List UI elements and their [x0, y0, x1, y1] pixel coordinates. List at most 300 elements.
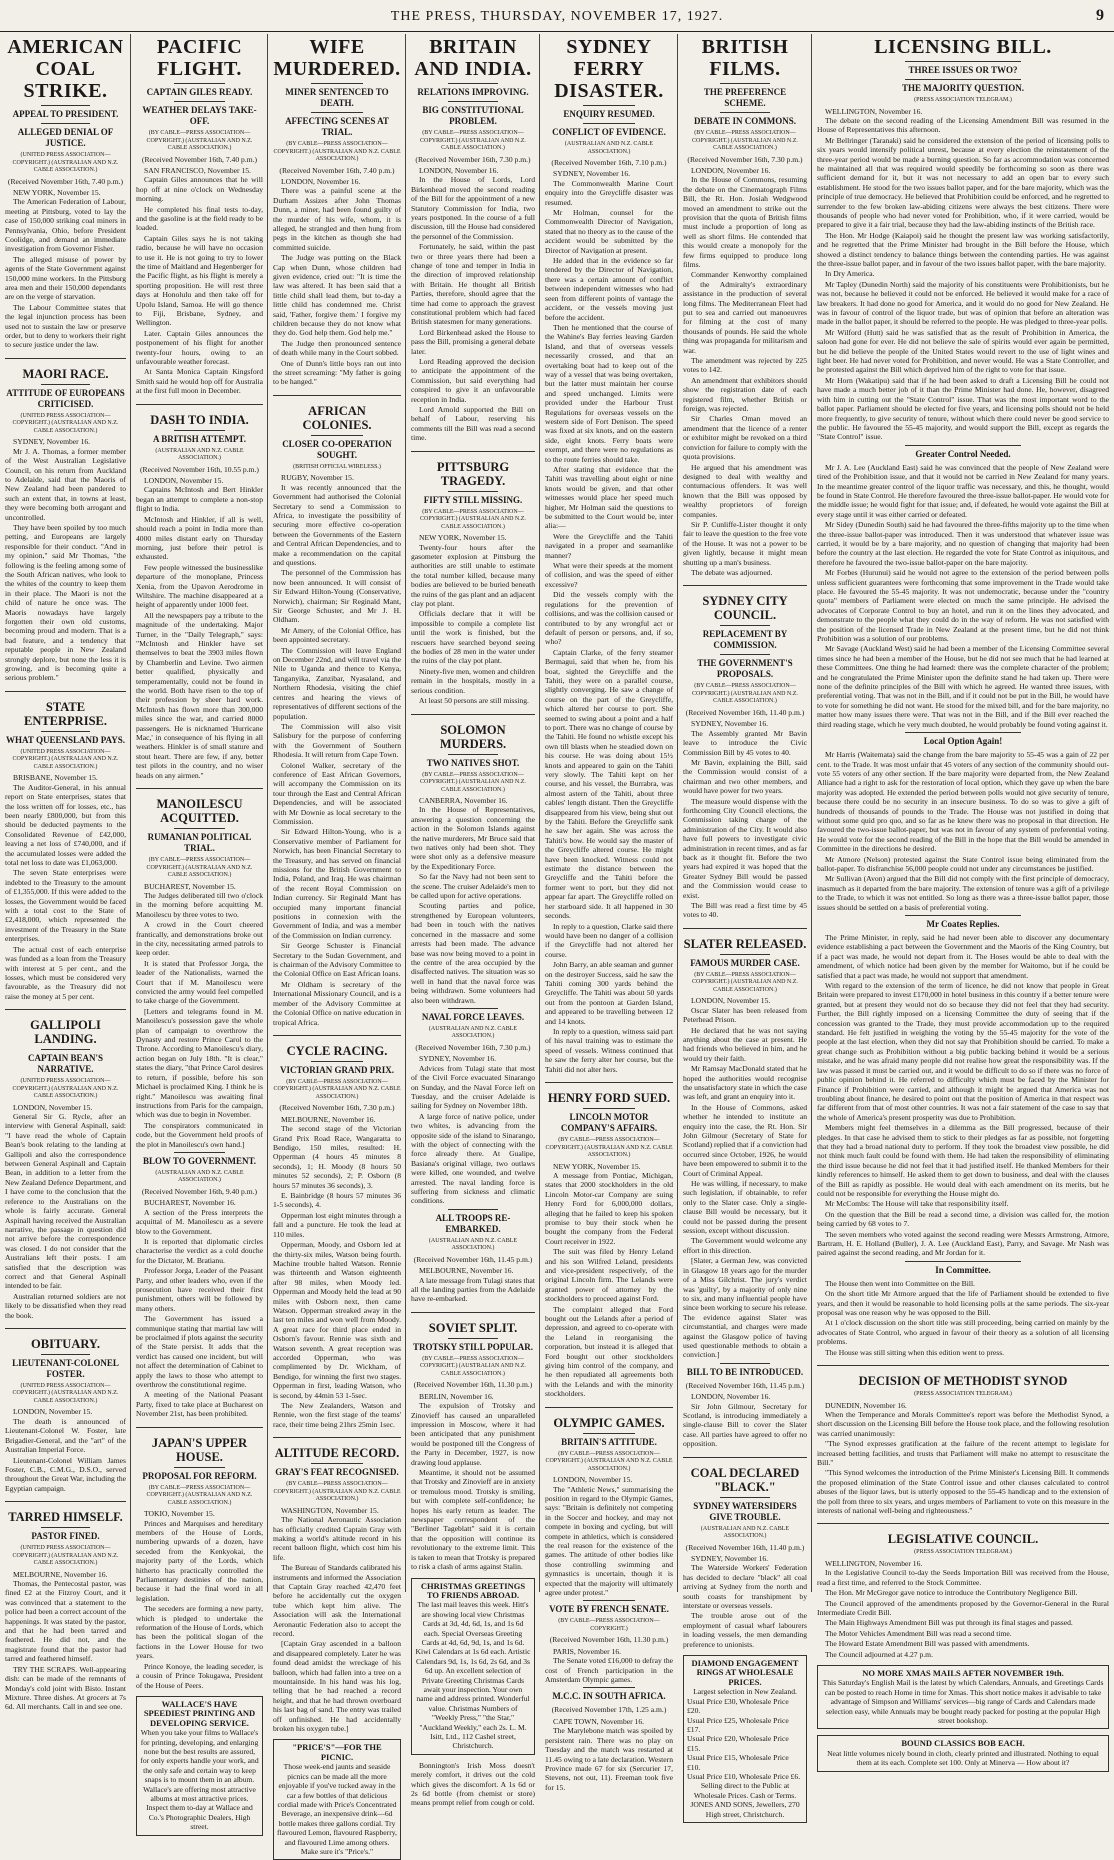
article-paragraph: The death is announced of Lieutenant-Colonel W. Foster, late Brigadier-General, and the "art" of the Australian Imperial Force.	[5, 1416, 126, 1455]
article-divider	[683, 585, 807, 586]
article-paragraph: The American Federation of Labour, meeting at Pittsburg, voted to lay the case of 150,000 striking coal miners in Pennsylvania, Ohio, before President Coolidge, and demand an immediate investigation from Governor Fisher.	[5, 197, 126, 254]
article-paragraph: Oscar Slater has been released from Peterhead Prison.	[683, 1005, 807, 1025]
article-deck: WHAT QUEENSLAND PAYS.	[6, 734, 125, 745]
article-paragraph: Sir P. Cunliffe-Lister thought it only fair to leave the question to the free vote of the House. It was not a power to be given lightly, because it might mean shutting up a man's business.	[683, 519, 807, 567]
article-paragraph: McIntosh and Hinkler, if all is well, should reach a point in India more than 4000 miles distant early on Thursday morning, just before their petrol is exhausted.	[136, 514, 263, 562]
article	[817, 1523, 1109, 1659]
received-line: (Received November 16th, 11.30 p.m.)	[549, 1635, 669, 1645]
article-deck: Mr Coates Replies.	[926, 919, 1000, 929]
article-divider	[683, 1457, 807, 1458]
article-paragraph: The "Athletic News," summarising the position in regard to the Olympic Games, says: "Britain is definitely not competing in the Soccer and hockey, and may not compete in boxing and cycling, but will compete in athletics, which is considered the real reason for the existence of the games. The attitude of other bodies like those controlling swimming and gymnastics is uncertain, though it is expected that the majority will ultimately agree under protest."	[545, 1484, 673, 1598]
article-paragraph: "The Synod expresses gratification at the failure of the recent attempt to legislate for increased betting facilities, and trusts that Parliament will make no attempt to resuscitate the Bill."	[817, 1439, 1109, 1467]
article-headline: CYCLE RACING.	[286, 1043, 388, 1058]
agency-credit: (BY CABLE—PRESS ASSOCIATION—COPYRIGHT.) (AUSTRALIAN AND N.Z. CABLE ASSOCIATION.)	[545, 1137, 673, 1158]
ad-title: CHRISTMAS GREETINGS TO FRIENDS ABROAD.	[420, 1580, 526, 1600]
ad-footer: Selling direct to the Public at Wholesale Prices. Cash or Terms. JONES AND SONS, Jewellers, 270 High street, Christchurch.	[690, 1781, 800, 1819]
advertisement	[683, 1655, 807, 1823]
article-paragraph: The Commission will leave England on December 22nd, and will travel via the Nile to Uganda and thence to Kenya, Tanganyika, Zanzibar, Nyasaland, and Northern Rhodesia, visiting the chief centres and hearing the views of representatives of different sections of the population.	[273, 645, 401, 721]
article-paragraph: Lord Reading approved the decision to anticipate the appointment of the Commission, but said everything had conspired to give it an unfavourable reception in India.	[411, 357, 535, 404]
article-paragraph: Colonel Walker, secretary of the conference of East African Governors, will accompany the Commission on its tour through the East and Central African Dependencies, and will be associated with Mr Downie as local secretary to the Commission.	[273, 760, 401, 826]
agency-credit: (AUSTRALIAN AND N.Z. CABLE ASSOCIATION.)	[564, 141, 654, 155]
column-5	[542, 34, 676, 1792]
article-headline: SOLOMON MURDERS.	[439, 722, 507, 751]
article-paragraph: Mr Atmore (Nelson) protested against the State Control issue being eliminated from the ballot-paper. To disfranchise 56,000 people could not under any circumstances be justified.	[817, 854, 1109, 873]
article-paragraph: Advices from Tulagi state that most of the Civil Force evacuated Sinarango on Sunday, and the Naval Force left on Tuesday, and the cruiser Adelaide is sailing for Sydney on November 18th.	[411, 1063, 535, 1111]
article	[817, 445, 1109, 729]
article-deck: NAVAL FORCE LEAVES.	[421, 1011, 525, 1022]
article-deck: CLOSER CO-OPERATION SOUGHT.	[282, 438, 392, 460]
article-paragraph: The Bill was read a first time by 45 votes to 40.	[683, 901, 807, 920]
article-paragraph: When the Temperance and Morals Committee's report was before the Methodist Synod, a short discussion on the Licensing Bill before the House took place, and the following resolution was carried unanimously:	[817, 1409, 1109, 1438]
article	[817, 1365, 1109, 1515]
ad-price-line: Usual Price £10, Wholesale Price £6.	[687, 1771, 801, 1781]
received-line: (Received November 16th, 11.30 p.m.)	[413, 1380, 533, 1390]
article-deck: VOTE BY FRENCH SENATE.	[549, 1604, 669, 1615]
column-1	[2, 34, 129, 1712]
article-divider	[136, 788, 263, 789]
article-deck: LINCOLN MOTOR COMPANY'S AFFAIRS.	[560, 1112, 658, 1133]
article-paragraph: The trouble arose out of the employment of casual wharf labourers in loading vessels, the men demanding preference to unionists.	[683, 1611, 807, 1649]
article-dateline: LONDON, November 15.	[144, 476, 224, 486]
article-paragraph: Mr Wilford (Hutt) said he was satisfied that as the result of Prohibition in America, the saloon had gone for ever. He did not believe the sale of spirits would ever again be permitted, but he did believe the people of the United States would revert to the use of light wines and light beer. He had never voted for Prohibition, and never would. He was a State Controller, and he protested against the Bill which deprived him of the right to vote for that issue.	[817, 327, 1109, 375]
article-headline: DASH TO INDIA.	[150, 412, 249, 427]
article-paragraph: The Judges deliberated till two o'clock in the morning before acquitting M. Manoilescu by three votes to two.	[136, 890, 263, 919]
article-headline: SOVIET SPLIT.	[428, 1320, 518, 1335]
article	[683, 36, 807, 577]
agency-credit: (BY CABLE—PRESS ASSOCIATION—COPYRIGHT.) (AUSTRALIAN AND N.Z. CABLE ASSOCIATION.)	[273, 141, 401, 162]
article-deck: RELATIONS IMPROVING.	[417, 87, 529, 97]
deck-rule	[174, 1152, 225, 1153]
article-deck: BRITAIN'S ATTITUDE.	[561, 1436, 657, 1447]
article-paragraph: Mr Savage (Auckland West) said he had been a member of the Licensing Committee several times since he had been a member of the House, but he did not see much that he had learned at these Committees. One thing he had learned: there was the complete character of the problem; and he congratulated the Prime Minister upon the definite stand he had taken up. There were none of the definite principles of the Bill with which he agreed. He wanted three issues, with preferential voting. That was not in the Bill, and if it could not be put in the Bill, he would have to vote for something he did not want. He stood for the mixed bill, and for the bare majority, no matter how many issues there were. That was not in the Bill, and if the Bill ever reached the third reading stage, which he very much doubted, he would probably be found voting against it.	[817, 644, 1109, 729]
article-divider	[817, 1523, 1109, 1524]
article-divider	[545, 1082, 673, 1083]
article-paragraph: Mr J. A. Thomas, a former member of the West Australian Legislative Council, on his return from Auckland to Adelaide, said that the Maoris of New Zealand had been pandered to such an extent that, in towns at least, they were becoming both arrogant and uncontrolled.	[5, 446, 126, 522]
article-deck: Local Option Again!	[923, 736, 1003, 747]
article-headline: HENRY FORD SUED.	[547, 1091, 671, 1105]
article-divider	[411, 1312, 535, 1313]
article-deck: M.C.C. IN SOUTH AFRICA.	[552, 1691, 666, 1702]
article	[411, 1008, 535, 1206]
article-dateline: SAN FRANCISCO, November 15.	[144, 165, 251, 175]
article	[411, 451, 535, 706]
bottom-advertisement	[817, 1735, 1109, 1771]
article	[545, 1082, 673, 1399]
article-paragraph: The seceders are forming a new party, which is pledged to undertake the reformation of the House of Lords, which has been the political slogan of the factions in the Lower House for two years.	[136, 1604, 263, 1661]
article-paragraph: It was recently announced that the Government had authorised the Colonial Secretary to send a Commission to Africa, to investigate the possibility of securing more effective co-operation between the Governments of the Eastern and Central African Dependencies, and to make a recommendation on the capital and questions.	[273, 482, 401, 567]
article-paragraph: [Slater, a German Jew, was convicted in Glasgow 18 years ago for the murder of a Miss Gilchrist. The jury's verdict was 'guilty', by a majority of only nine to six, and many influential people have since been working to secure his release. The evidence against Slater was circumstantial, and charges were made against the Glasgow police of having used questionable methods to obtain a conviction.]	[683, 1256, 807, 1360]
deck-rule	[41, 123, 89, 124]
article-paragraph: The actual cost of each enterprise was funded as a loan from the Treasury with interest at 5 per cent., and the losses, which must be considered very favourable, as the Treasury did not raise the money at 5 per cent.	[5, 944, 126, 1001]
article-paragraph: Sir John Gilmour, Secretary for Scotland, is introducing immediately a single-clause Bill to cover the Slater case. All parties have agreed to offer no opposition.	[683, 1401, 807, 1449]
article-deck: BILL TO BE INTRODUCED.	[686, 1366, 804, 1377]
article-paragraph: What were their speeds at the moment of collision, and was the speed of either excessive?	[545, 561, 673, 589]
article-headline: PITTSBURG TRAGEDY.	[436, 459, 510, 488]
ad-price-line: Usual Price £30, Wholesale Price £20.	[687, 1696, 789, 1716]
article	[136, 404, 263, 780]
article-headline: BRITISH FILMS.	[701, 36, 789, 80]
article-paragraph: On the short title Mr Atmore argued that the life of Parliament should be extended to five years, and then it would be reasonable to hold licensing polls at the same periods. The six-year proposal was one reason why he was opposed to the Bill.	[817, 1289, 1109, 1318]
article-headline: OLYMPIC GAMES.	[553, 1415, 665, 1430]
article-deck: PASTOR FINED.	[31, 1531, 100, 1542]
article-headline: WIFE MURDERED.	[273, 36, 401, 80]
article-deck: CONFLICT OF EVIDENCE.	[552, 127, 666, 137]
article-dateline: SYDNEY, November 16.	[13, 437, 91, 447]
received-line: (Received November 16th, 7.30 p.m.)	[687, 154, 803, 164]
article-paragraph: Did the vessels comply with the regulations for the prevention of collisions, and was the collision caused or contributed to by any wrongful act or default of person or persons, and, if so, who?	[545, 590, 673, 647]
deck-rule	[448, 754, 498, 755]
deck-rule	[41, 1049, 89, 1050]
article	[136, 1152, 263, 1419]
article-paragraph: The personnel of the Commission has now been announced. It will consist of Sir Edward Hilton-Young (Conservative, Norwich), chairman; Sir Reginald Mant, Sir George Schuster, and Mr J. H. Oldham.	[273, 568, 401, 625]
article-paragraph: Sir George Schuster is Financial Secretary to the Sudan Government, and is chairman of the Advisory Committee to the Colonial Office on East African loans.	[273, 941, 401, 979]
article-paragraph: Mr Bavin, explaining the Bill, said the Commission would consist of a chairman and two other members, and would have power for two years.	[683, 757, 807, 796]
article-paragraph: After stating that evidence that the Tahiti was travelling about eight or nine knots would be given, and that other witnesses would place her speed much higher, Mr Holman said the questions to be submitted to the Court would be, inter alia:—	[545, 465, 673, 531]
article-paragraph: The amendment was rejected by 225 votes to 142.	[683, 356, 807, 375]
article-paragraph: In the Legislative Council to-day the Seeds Importation Bill was received from the House, read a first time, and referred to the Stock Committee.	[817, 1568, 1109, 1587]
article-headline: AFRICAN COLONIES.	[302, 403, 372, 432]
article-paragraph: Sir Edward Hilton-Young, who is a Conservative member of Parliament for Norwich, has been Financial Secretary to the Treasury, and has served on financial missions for the British Government to India, Poland, and Iraq. He was chairman of the recent Royal Commission on Indian currency. Sir Reginald Mant has occupied many important financial positions in connexion with the Government of India, and was a member of the Commission on Indian currency.	[273, 827, 401, 940]
article-paragraph: Few people witnessed the businesslike departure of the monoplane, Princess Xenia, from the Upavon Aerodrome in Wiltshire. The machine disappeared at a height of apparently under 1000 feet.	[136, 562, 263, 610]
article	[683, 1363, 807, 1449]
ad-text: Those week-end jaunts and seaside picnics can be made all the more enjoyable if you've tucked away in the car a few bottles of that delicious cordial made with Price's Concentrated Beverage, an inexpensive drink—6d bottle makes three gallons cordial. Try flavoured Lemon, flavoured Raspberry, and flavoured Lime among others. Make sure it's "Price's."	[277, 1762, 397, 1856]
article	[273, 36, 401, 387]
article	[817, 915, 1109, 1258]
article	[273, 395, 401, 1027]
deck-rule	[311, 83, 362, 84]
article-paragraph: At Santa Monica Captain Kingsford Smith said he would hop off for Australia at the first full moon in December.	[136, 367, 263, 396]
article-paragraph: Mr Forbes (Hurunui) said he would not agree to the extension of the period between polls unless sufficient guarantees were forthcoming that some improvement in the Trade would take place. He favoured the 55-45 majority. It was not undemocratic, because under the "country quota" members of Parliament were elected on much the same principle. He advised the advocates of Corporate Control to buy an hotel, and run it on the lines they advocated, and demonstrate to the people what they could do in the way of reform. He was not satisfied with the position of the licensed Trade in New Zealand at the present time, but he did not think Prohibition was a solution of our problems.	[817, 568, 1109, 644]
article	[817, 1261, 1109, 1357]
article-deck: CAPTAIN GILES READY.	[146, 87, 253, 97]
agency-credit: (BY CABLE—PRESS ASSOCIATION—COPYRIGHT.) (AUSTRALIAN AND N.Z. CABLE ASSOCIATION.)	[420, 508, 526, 530]
article-deck: BIG CONSTITUTIONAL PROBLEM.	[422, 105, 524, 126]
article-paragraph: On the question that the Bill be read a second time, a division was called for, the motion being carried by 68 votes to 7.	[817, 1209, 1109, 1229]
article-paragraph: The House then went into Committee on the Bill.	[825, 1278, 975, 1288]
article-dateline: LONDON, November 15.	[553, 1475, 633, 1485]
ad-text: When you take your films to Wallace's for printing, developing, and enlarging none but the best results are assured, for only experts handle your work, and the only safe and certain way to keep snaps is to mount them in an album. Wallace's are offering most attractive albums at most attractive prices. Inspect them to-day at Wallace and Co.'s Photographic Dealers, High street.	[140, 1728, 259, 1832]
deck-rule	[583, 105, 634, 106]
article-dateline: SYDNEY, November 16.	[691, 719, 769, 729]
article-headline: GALLIPOLI LANDING.	[30, 1018, 101, 1047]
article-paragraph: Prince Konoye, the leading seceder, is a cousin of Prince Tokugawa, President of the House of Peers.	[136, 1661, 263, 1690]
article-divider	[411, 451, 535, 452]
article-paragraph: In the House of Representatives, answering a question concerning the action in the Solomon Islands against the native murderers, Mr Bruce said that two natives only had been shot. They were shot only as a defensive measure by the Expeditionary Force.	[411, 805, 535, 871]
article-paragraph: Mr McCombs: The House will take that responsibility itself.	[825, 1199, 1009, 1209]
article-paragraph: The Government has issued a communique stating that martial law will be proclaimed if plots against the security of the State persist. It adds that the verdict has caused one incident, but will not affect the determination of Cabinet to apply the laws to those who attempt to overthrow the constitutional regime.	[136, 1314, 263, 1390]
deck-rule	[448, 83, 498, 84]
article-paragraph: The Commonwealth Marine Court enquiry into the Greycliffe disaster was resumed.	[545, 178, 673, 207]
article-deck: THE MAJORITY QUESTION.	[902, 83, 1024, 93]
deck-rule	[720, 625, 770, 626]
article-dateline: NEW YORK, November 15.	[419, 533, 507, 543]
article-deck: THREE ISSUES OR TWO?	[908, 65, 1018, 75]
ad-text: The last mail leaves this week. Hitt's are showing local view Christmas Cards at 3d, 4d, 6d, 1s, and 1s 6d each. Special Overseas Greeting Cards at 4d, 6d, 9d, 1s, and 1s 6d. Kiwi Calendars at 1s 6d each. Artistic Calendars 9d, 1s, 1s 6d, 2s 6d, and 3s 6d up. An excellent selection of Private Greeting Christmas Cards await your inspection. Your own name and address printed. Wonderful value. Christmas Numbers of "Weekly Press," "the Star," "Auckland Weekly," each 2s. L. M. Isitt, Ltd., 112 Cashel street, Christchurch.	[415, 1600, 531, 1751]
deck-rule	[720, 1363, 770, 1364]
article-paragraph: Thomas, the Pentecostal pastor, was fined £2 at the Fitzroy Court, and it was convinced that a statement to the police had been a correct account of the happenings. It was stated by the pastor, and that he had been tarred and feathered. He did not, and the magistrate found that the pastor had tarred and feathered himself.	[5, 1579, 126, 1664]
article-headline: COAL DECLARED "BLACK."	[690, 1465, 800, 1494]
article-dateline: MELBOURNE, November 16.	[281, 1114, 376, 1124]
agency-credit: (UNITED PRESS ASSOCIATION—COPYRIGHT.) (AUSTRALIAN AND N.Z. CABLE ASSOCIATION.)	[12, 1382, 119, 1404]
article-paragraph: The National Aeronautic Association has officially credited Captain Gray with making a world's altitude record in his recent balloon flight, which cost him his life.	[273, 1515, 401, 1562]
article-paragraph: Were the Greycliffe and the Tahiti navigated in a proper and seamanlike manner?	[545, 531, 673, 560]
article-paragraph: The debate on the second reading of the Licensing Amendment Bill was resumed in the House of Representatives this afternoon.	[817, 115, 1109, 135]
article	[136, 788, 263, 1149]
article-paragraph: The Judge then pronounced sentence of death while many in the Court sobbed.	[273, 338, 401, 358]
article-paragraph: He completed his final tests to-day, and the gasoline is at the field ready to be loaded.	[136, 204, 263, 233]
article-paragraph: Scouting parties and police, strengthened by European volunteers, had been in touch with the natives concerned in the massacre and some arrests had been made. The advance base was now being moved to a point in the centre of the area occupied by the disaffected natives. The situation was so well in hand that the naval force was being withdrawn. Some volunteers had also been withdrawn.	[411, 901, 535, 1005]
article-headline: STATE ENTERPRISE.	[23, 699, 107, 728]
article-deck: AFFECTING SCENES AT TRIAL.	[285, 116, 389, 137]
article-paragraph: A meeting of the National Peasant Party, fixed to take place at Bucharest on November 21st, has been prohibited.	[136, 1390, 263, 1419]
received-line: (Received November 16th, 7.40 p.m.)	[141, 154, 258, 164]
article-deck: LIEUTENANT-COLONEL FOSTER.	[12, 1357, 119, 1379]
article-paragraph: A section of the Press interprets the acquittal of M. Manoilescu as a severe blow to the Government.	[136, 1207, 263, 1236]
ad-title: DIAMOND ENGAGEMENT RINGS AT WHOLESALE PRICES.	[691, 1658, 799, 1687]
article-paragraph: Commander Kenworthy complained of the Admiralty's extraordinary assistance in the production of several long films. The Mediterranean Fleet had put to sea and carried out manoeuvres for filming at the cost of many thousands of pounds. He said the whole thing was propaganda for militarism and war.	[683, 270, 807, 355]
article-paragraph: The alleged misuse of power by agents of the State Government against 150,000 mine workers. In the Pittsburg area men and their 150,000 dependants are on the verge of starvation.	[5, 254, 126, 302]
agency-credit: (BRITISH OFFICIAL WIRELESS.)	[293, 463, 381, 470]
deck-rule	[41, 384, 89, 385]
deck-rule	[41, 105, 89, 106]
article-paragraph: Captain Giles announces that he will hop off at nine o'clock on Wednesday morning.	[136, 175, 263, 204]
article-paragraph: The Waterside Workers' Federation has decided to declare "black" all coal arriving at Sydney from the north and south coasts for transhipment by interstate or overseas vessels.	[683, 1563, 807, 1611]
agency-credit: (BY CABLE—PRESS ASSOCIATION—COPYRIGHT.) (AUSTRALIAN AND N.Z. CABLE ASSOCIATION.)	[420, 130, 526, 151]
article-paragraph: The Bureau of Standards calibrated his instruments and informed the Association that Captain Gray reached 42,470 feet before he accidentally cut the oxygen tube which kept him alive. The Association will ask the International Aeronautic Federation also to accept the record.	[273, 1563, 401, 1638]
article-deck: In Committee.	[935, 1264, 991, 1275]
received-line: (Received November 16th, 9.40 p.m.)	[141, 1186, 258, 1196]
article	[683, 928, 807, 1360]
article-dateline: SYDNEY, November 16.	[553, 169, 631, 179]
deck-rule	[174, 101, 225, 102]
column-3	[270, 34, 404, 1856]
article-paragraph: In Dry America.	[825, 269, 875, 279]
received-line: (Received November 16th, 10.55 p.m.)	[140, 464, 259, 474]
column-rule	[405, 34, 406, 1592]
agency-credit: (UNITED PRESS ASSOCIATION—COPYRIGHT.) (AUSTRALIAN AND N.Z. CABLE ASSOCIATION.)	[12, 1078, 119, 1100]
received-line: (Received November 16th, 7.40 p.m.)	[7, 176, 124, 186]
article-deck: ALLEGED DENIAL OF JUSTICE.	[17, 127, 114, 148]
ad-price-line: Usual Price £25, Wholesale Price £17.	[687, 1715, 789, 1734]
deck-rule	[720, 654, 770, 655]
column-rule	[811, 34, 812, 1592]
advertisement	[273, 1739, 401, 1860]
article-dateline: BUCHAREST, November 15.	[144, 881, 236, 891]
deck-rule	[583, 1687, 634, 1688]
agency-credit: (BY CABLE—PRESS ASSOCIATION—COPYRIGHT.) (AUSTRALIAN AND N.Z. CABLE ASSOCIATION.)	[146, 1484, 253, 1506]
article-deck: MINER SENTENCED TO DEATH.	[285, 87, 389, 108]
article-paragraph: Mr Horn (Wakatipu) said that if he had been asked to draft a Licensing Bill he could not have made a much better job of it than the Prime Minister had done. He, however, disagreed with him in cutting out the "State Control" issue. That was the most important word to the ballot paper. Parliament should be elected for five years, and licensing polls should not be held more frequently, to give security of tenure, without which there could never be good service to the public. He favoured the 55-45 majority, and would support the Bill, except as regards the "State Control" issue.	[817, 375, 1109, 442]
article-headline: SLATER RELEASED.	[683, 936, 807, 951]
article-dateline: WELLINGTON, November 16.	[825, 106, 923, 116]
article-paragraph: Twenty-four hours after the gasometer explosion at Pittsburg the authorities are still unable to estimate the total number killed, because many bodies are believed to be buried beneath the ruins of the gas plant and an adjacent clay pot plant.	[411, 542, 535, 609]
article-headline: SYDNEY CITY COUNCIL.	[702, 594, 788, 623]
deck-rule	[311, 435, 362, 436]
deck-rule	[311, 1463, 362, 1464]
article-divider	[683, 928, 807, 929]
article-headline: DECISION OF METHODIST SYNOD	[858, 1374, 1068, 1389]
article-headline: PACIFIC FLIGHT.	[156, 36, 243, 80]
article-paragraph: The Main Highways Amendment Bill was put through its final stages and passed.	[825, 1618, 1073, 1628]
article-paragraph: At least 50 persons are still missing.	[419, 696, 529, 706]
deck-rule	[448, 1209, 498, 1210]
article-paragraph: He added that in the evidence so far tendered by the Director of Navigation, there was a certain amount of conflict between independent witnesses who had seen from different points of vantage the accident, or the vessels moving just before the accident.	[545, 256, 673, 322]
article-paragraph: The Prime Minister, in reply, said he had never been able to discover any documentary evidence establishing a pact between the Government and the Maoris of the King Country, but if a pact was made, he would not depart from it. The Hoses would be able to deal with the amendment, of which notice had been given by the member for Waitomo, but if he could be satisfied that a pact was made, he would not support that amendment.	[817, 933, 1109, 980]
deck-rule	[905, 732, 1022, 733]
article-dateline: WELLINGTON, November 16.	[825, 1558, 923, 1568]
deck-rule	[583, 1600, 634, 1601]
article-paragraph: The Howard Estate Amendment Bill was passed with amendments.	[825, 1639, 1030, 1649]
article-paragraph: Captain Giles says he is not taking radio, because he will have no occasion to use it. He is not going to try to lower the time of Maitland and Hegenberger for the Pacific flight, as his flight is merely a sporting proposition. He will rest three days at Honolulu and then take off for Upolu Island, Samoa. He will go thence to Fiji, Brisbane, Sydney, and Wellington.	[136, 233, 263, 328]
article-dateline: LONDON, November 16.	[419, 165, 499, 175]
article-headline: BRITAIN AND INDIA.	[414, 36, 532, 80]
article-paragraph: Then he mentioned that the course of the Wahine's Bay ferries leaving Garden Island, and that of overseas vessels necessarily crossed, and that an overtaking boat had to keep out of the way of a vessel that was being overtaken, but the latter must maintain her course and speed unchanged. Limits were provided under the Harbour Trust Regulations for overseas vessels on the western side of Fort Denison. The speed was fixed at six knots, and on the eastern side, eight knots. Ferry boats were exempt, and there were no regulations as to the route ferries should take.	[545, 322, 673, 464]
article-dateline: PARIS, November 16.	[553, 1646, 622, 1656]
article-paragraph: In reply to a question, witness said part of his naval training was to estimate the speed of vessels. Witness continued that he saw the ferry alter her course, but the Tahiti did not alter hers.	[545, 1026, 673, 1074]
article-dateline: RUGBY, November 15.	[281, 473, 354, 483]
article-paragraph: Mr Holman, counsel for the Commonwealth Director of Navigation, stated that no theory as to the cause of the accident would be submitted by the Director of Navigation at present.	[545, 208, 673, 255]
article-paragraph: One of Dunn's little boys ran out into the street screaming: "My father is going to be hanged."	[273, 358, 401, 387]
agency-credit: (AUSTRALIAN AND N.Z. CABLE ASSOCIATION.)	[700, 1525, 790, 1540]
article-dateline: SYDNEY, November 16.	[691, 1554, 769, 1563]
article	[5, 1501, 126, 1712]
advertisement	[411, 1578, 535, 1755]
deck-rule	[41, 1354, 89, 1355]
article-dateline: LONDON, November 15.	[13, 1102, 93, 1112]
article-divider	[5, 1328, 126, 1329]
article-deck: A BRITISH ATTEMPT.	[153, 433, 246, 444]
deck-rule	[720, 954, 770, 955]
article-paragraph: The debate was adjourned.	[691, 567, 773, 577]
article-paragraph: Mr Tapley (Dunedin North) said the majority of his constituents were Prohibitionists, but he was not, because he believed it could not be enforced. He believed it would make for a race of law breakers. It had done no good for America, and it would do no good for New Zealand. He was in favour of control of the liquor trade, but was of opinion that before an alteration was made in the ballot paper, it should be referred to the people. He was pledged to three-year polls.	[817, 279, 1109, 327]
article-paragraph: The Commission will also visit Salisbury for the purpose of conferring with the Government of Southern Rhodesia. It will return from Cape Town.	[273, 721, 401, 760]
article-divider	[273, 395, 401, 396]
deck-rule	[905, 79, 1022, 80]
article-paragraph: The Motor Vehicles Amendment Bill was read a second time.	[825, 1628, 1012, 1638]
article	[411, 36, 535, 443]
article-dateline: NEW YORK, November 15.	[13, 187, 101, 197]
article	[136, 36, 263, 396]
article-paragraph: Princes and Marquises and hereditary members of the House of Lords, numbering upwards of a dozen, have seceded from the Kenkyokai, the majority party of the Lords, which hitherto has practically controlled the Parliamentary destinies of the nation, because it had the final word in all legislation.	[136, 1518, 263, 1603]
agency-credit: (BY CABLE—PRESS ASSOCIATION—COPYRIGHT.) (AUSTRALIAN AND N.Z. CABLE ASSOCIATION.)	[146, 857, 253, 879]
received-line: (Received November 16th, 7.30 p.m.)	[415, 154, 531, 164]
deck-rule	[720, 83, 770, 84]
article-paragraph: Officials declare that it will be impossible to compile a complete list until the work is finished, but the rescuers have searched beyond seeing the bodies of 28 men in the water under the ruins of the clay pot plant.	[411, 609, 535, 666]
article-paragraph: The Marylebone match was spoiled by persistent rain. There was no play on Tuesday and the match was restarted at 11.45 owing to a late declaration. Western Province made 67 for six (Sercurier 17, Stevens, not out, 11). Freeman took five for 15.	[545, 1726, 673, 1792]
article-paragraph: Captains McIntosh and Bert Hinkler began an attempt to complete a non-stop flight to India.	[136, 485, 263, 514]
article	[683, 585, 807, 919]
bottom-note: Bonnington's Irish Moss doesn't merely comfort, it drives out the cold which gives the discomfort. A 1s 6d or 2s 6d bottle (from chemist or store) means prompt relief from cough or cold.	[411, 1760, 535, 1808]
article-dateline: LONDON, November 16.	[691, 165, 771, 175]
article-headline: TARRED HIMSELF.	[8, 1510, 123, 1525]
agency-credit: (BY CABLE—PRESS ASSOCIATION—COPYRIGHT.) (AUSTRALIAN AND N.Z. CABLE ASSOCIATION.)	[273, 1078, 401, 1100]
article-paragraph: The House was still sitting when this edition went to press.	[825, 1347, 1005, 1357]
ad-title: NO MORE XMAS MAILS AFTER NOVEMBER 19th.	[862, 1668, 1064, 1678]
article-dateline: LONDON, November 16.	[691, 1392, 771, 1402]
article	[817, 36, 1109, 442]
article-headline: MAORI RACE.	[22, 366, 109, 381]
article-paragraph: [Captain Gray ascended in a balloon and disappeared completely. Later he was found dead amidst the wreckage of his balloon, which had fallen into a tree on a mountainside. In his hand was his log, telling that he had reached a record height, and that he had thrown overboard his last bag of sand. The entry was trailed off unfinished. He had accidentally broken his oxygen tube.]	[273, 1639, 401, 1734]
article-paragraph: It is stated that Professor Jorga, the leader of the Nationalists, warned the Court that if M. Manoilescu were convicted the army would feel compelled to take charge of the Government.	[136, 958, 263, 1006]
article-divider	[5, 1501, 126, 1502]
article-dateline: BUCHAREST, November 16.	[144, 1198, 236, 1208]
article-paragraph: The Council adjourned at 4.27 p.m.	[825, 1649, 933, 1659]
article-deck: VICTORIAN GRAND PRIX.	[279, 1064, 395, 1075]
article-paragraph: A crowd in the Court cheered frantically, and demonstrations broke out in the city, necessitating armed patrols to keep order.	[136, 920, 263, 958]
article-paragraph: With regard to the extension of the term of licence, he did not know that people in Great Britain were prepared to invest £170,000 in hotel business in this country if a better tenure were granted, but at present they would not do so because they did not feel that they had security. Further, the Bill rightly imposed on a licensing Committee the duty of seeing that if the concession was granted to the Trade, they must provide accommodation up to the required standard. He felt justified in weighing the voting by the 55-45 majority for the vote of the people at the last election, when they did not say that Prohibition should be carried. To make a great change such as Prohibition without a big public backing behind it would be a serious mistake, and he was afraid many people did not realise how great the responsibility was. If the law was passed it must be carried out, and it would be difficult to do so if there was no force of public opinion behind it. He referred to difficulty which must be faced by the Minister for Finance if Prohibition were carried, and although it might be argued that America was not troubling about finance, he desired to point out that the position of America in that respect was far different from that of most other countries. It was not a fair statement of the case to say that the whole of America's present prosperity was due to Prohibition.	[817, 981, 1109, 1122]
agency-credit: (BY CABLE—PRESS ASSOCIATION—COPYRIGHT.) (AUSTRALIAN AND N.Z. CABLE ASSOCIATION.)	[692, 971, 798, 993]
article	[136, 1427, 263, 1690]
article-paragraph: So far the Navy had not been sent to the scene. The cruiser Adelaide's men to be called upon for active operations.	[411, 872, 535, 901]
agency-credit: (BY CABLE—PRESS ASSOCIATION—COPYRIGHT.) (AUSTRALIAN AND N.Z. CABLE ASSOCIATION.)	[692, 683, 798, 705]
article-paragraph: [Letters and telegrams found in M. Manoilescu's possession gave the whole plan of campaign to overthrow the Dynasty and restore Prince Carol to the Throne. According to Manoilescu's diary, action began on July 18th. "It is clear," states the diary, "that Prince Carol desires to return, if possible, before his son Michael is proclaimed King. I think he is right." Manoilescu was awaiting final instructions from Paris for the campaign, which was due to begin in November.	[136, 1006, 263, 1120]
article-paragraph: The measure would dispense with the forthcoming City Council elections, the Commission taking charge of the administration of the City. It would also have full powers to investigate civic administration in recent times, and as far back as it thought fit. Before the two years had expired it was hoped that the Greater Sydney Bill would be passed and the Commission would cease to exist.	[683, 796, 807, 900]
article-paragraph: A message from Pontiac, Michigan, states that 2000 stockholders in the old Lincoln Motor-car Company are suing Henry Ford for 6,000,000 dollars, alleging that he failed to keep his spoken promise to buy their stock when he bought the company from the Federal Court receiver in 1922.	[545, 1170, 673, 1246]
article-paragraph: The expulsion of Trotsky and Zinovieff has caused an unparalleled impression in Moscow, where it had been anticipated that any punishment would be postponed till the Congress of the Party in December, 1927, is now drawing loud applause.	[411, 1401, 535, 1467]
article-deck: ENQUIRY RESUMED.	[563, 109, 655, 119]
article	[545, 1600, 673, 1684]
article-dateline: SYDNEY, November 16.	[419, 1054, 497, 1064]
article	[545, 1407, 673, 1598]
deck-rule	[905, 61, 1022, 62]
deck-rule	[174, 430, 225, 431]
article-paragraph: In the House of Commons, resuming the debate on the Cinematograph Films Bill, the Rt. Hon. Josiah Wedgwood moved an amendment to strike out the provision that the quota of British films must include a proportion of long as well as short films. He contended that this would create a monopoly for the few firms equipped to produce long films.	[683, 175, 807, 269]
agency-credit: (UNITED PRESS ASSOCIATION—COPYRIGHT.) (AUSTRALIAN AND N.Z. CABLE ASSOCIATION.)	[12, 152, 119, 173]
article-deck: GRAY'S FEAT RECOGNISED.	[275, 1467, 399, 1478]
deck-rule	[905, 915, 1022, 916]
article	[5, 36, 126, 350]
article-deck: ALL TROOPS RE-EMBARKED.	[435, 1212, 511, 1234]
article-paragraph: Mr Bellringer (Taranaki) said he considered the extension of the period of licensing polls to six years would intensify political unrest, because at every election the reinstatement of the three-year period would be made a burning question. So far as accommodation was concerned he maintained all that was required would speedily be forthcoming so soon as there was sufficient demand for it, but it was not necessary to add an open bar to every such establishment. He stood for the two issues ballot paper, and for the bare majority, which was the principle of true democracy. He believed that Prohibition could be enforced, and he regretted to surrender to the few broken law-abiding citizens were always the best citizens. There were thousands of people who had never voted for Prohibition, who, if it were carried, would be prepared to give it a fair trial, because they had the law-abiding instincts of the British race.	[817, 135, 1109, 230]
article-dateline: LONDON, November 15.	[13, 1407, 93, 1417]
article	[545, 36, 673, 1074]
article-headline: MANOILESCU ACQUITTED.	[156, 797, 243, 826]
article-divider	[273, 1035, 401, 1036]
agency-credit: (BY CABLE—PRESS ASSOCIATION—COPYRIGHT.) (AUSTRALIAN AND N.Z. CABLE ASSOCIATION.)	[146, 130, 253, 151]
article	[411, 1209, 535, 1304]
agency-credit: (UNITED PRESS ASSOCIATION—COPYRIGHT.) (AUSTRALIAN AND N.Z. CABLE ASSOCIATION.)	[12, 748, 119, 770]
received-line: (Received November 16th, 7.10 p.m.)	[551, 158, 667, 167]
article	[5, 691, 126, 1001]
received-line: (Received November 17th, 1.25 a.m.)	[551, 1705, 667, 1715]
article-deck: TROTSKY STILL POPULAR.	[413, 1341, 533, 1352]
deck-rule	[583, 1433, 634, 1434]
agency-credit: (BY CABLE—PRESS ASSOCIATION—COPYRIGHT.) (AUSTRALIAN AND N.Z. CABLE ASSOCIATION.)	[420, 771, 526, 793]
article-divider	[5, 358, 126, 359]
article-paragraph: There was a painful scene at the Durham Assizes after John Thomas Dunn, a miner, had been found guilty of the murder of his wife, whom, it is alleged, he strangled and then hung from pegs in the kitchen as though she had committed suicide.	[273, 186, 401, 252]
advertisement	[136, 1696, 263, 1836]
ad-price-line: Usual Price £15, Wholesale Price £10.	[687, 1753, 789, 1772]
agency-credit: (PRESS ASSOCIATION TELEGRAM.)	[914, 1549, 1012, 1556]
article-paragraph: Mr J. A. Lee (Auckland East) said he was convinced that the people of New Zealand were tired of the Prohibition issue, and that it would not be carried in New Zealand for many years. In the meantime greater control of the liquor traffic was necessary, and this, he thought, would be found in State Control. He therefore favoured the three-issue ballot-paper. He would vote for the middle issue; he would fight for that issue; and, if defeated, he would vote against the Bill at every stage until it was either carried or defeated.	[817, 462, 1109, 519]
deck-rule	[41, 731, 89, 732]
article-headline: ALTITUDE RECORD.	[274, 1446, 400, 1461]
article-deck: CAPTAIN BEAN'S NARRATIVE.	[27, 1053, 104, 1075]
deck-rule	[311, 1061, 362, 1062]
article-dateline: LONDON, November 15.	[691, 996, 771, 1006]
ad-price-line: Usual Price £20, Wholesale Price £15.	[687, 1734, 789, 1753]
article-paragraph: E. Bainbridge (8 hours 57 minutes 36 1-5 seconds), 4.	[273, 1191, 401, 1210]
article-paragraph: The Labour Committee states that the legal injunction process has been used not to sustain the law or preserve order, but to deny to workers their right to secure justice under the law.	[5, 302, 126, 350]
column-rule	[677, 34, 678, 1592]
article-paragraph: The Hon. Mr Hodge (Kaiapoi) said he thought the present law was working satisfactorily, and he regretted that the Prime Minister had brought in the Bill before the House, which showed a distinct tendency to balance things between the contending parties. He was against the three-issue ballot paper, and in favour of the two issues ballot paper, with the bare majority.	[817, 230, 1109, 268]
article-deck: WEATHER DELAYS TAKE-OFF.	[142, 105, 257, 126]
article-paragraph: Ninety-five men, women and children remain in the hospitals, mostly in a serious condition.	[411, 666, 535, 695]
article-paragraph: At 1 o'clock discussion on the short title was still proceeding, being carried on mainly by the advocates of State Control, who argued in favour of their theory as a solution of all licensing problems.	[817, 1318, 1109, 1347]
article	[411, 714, 535, 1005]
article-paragraph: Mr Sullivan (Avon) argued that the Bill did not comply with the first principle of democracy, inasmuch as it departed from the bare majority. The extension of tenure was a gift of a privilege to the Trade, to which it was not entitled. So long as there was a three-issue ballot paper, those issues should be settled on a basis of preferential voting.	[817, 874, 1109, 912]
deck-rule	[448, 1008, 498, 1009]
